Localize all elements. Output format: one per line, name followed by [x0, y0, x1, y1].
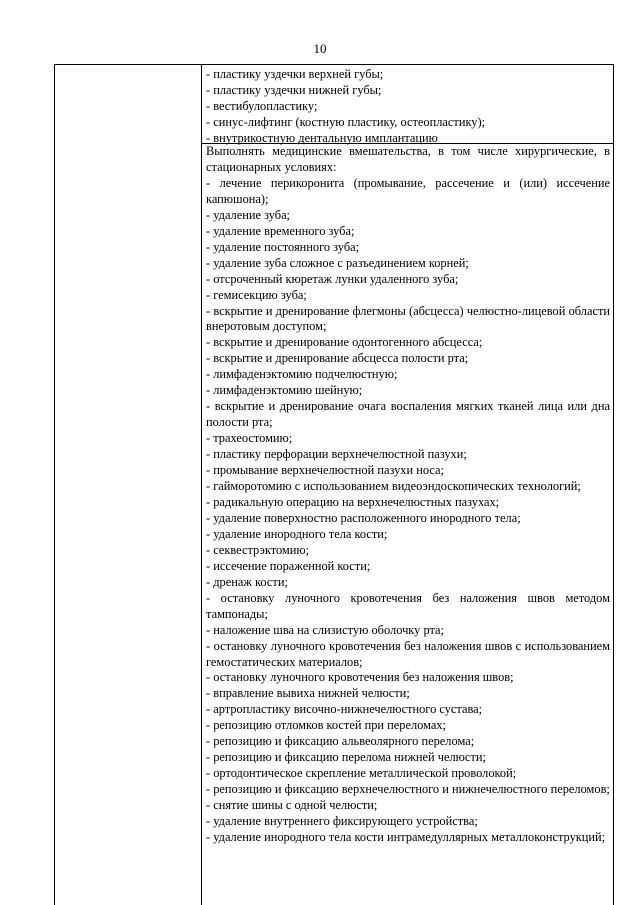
list-item: - вправление вывиха нижней челюсти;	[206, 686, 410, 701]
list-item: - удаление временного зуба;	[206, 223, 355, 238]
list-item: - репозицию и фиксацию альвеолярного перелома;	[206, 734, 475, 749]
list-item: - репозицию отломков костей при переломах;	[206, 718, 446, 733]
list-item: - удаление зуба сложное с разъединением корней;	[206, 255, 469, 270]
list-item: - секвестрэктомию;	[206, 542, 310, 557]
table-cell-procedures-2	[206, 144, 610, 846]
list-item: - вскрытие и дренирование флегмоны (абсцесса) челюстно-лицевой области внеротовым доступом;	[206, 303, 610, 334]
list-item: - вскрытие и дренирование одонтогенного абсцесса;	[206, 335, 483, 350]
list-item: - промывание верхнечелюстной пазухи носа;	[206, 463, 444, 478]
table-cell-procedures-1	[206, 67, 610, 147]
list-item: - лимфаденэктомию шейную;	[206, 383, 363, 398]
list-item: - удаление инородного тела кости интрамедуллярных металлоконструкций;	[206, 829, 606, 844]
list-item: - пластику перфорации верхнечелюстной пазухи;	[206, 447, 467, 462]
list-item: - удаление зуба;	[206, 207, 291, 222]
list-item: - вскрытие и дренирование очага воспаления мягких тканей лица или дна полости рта;	[206, 399, 610, 430]
list-item: - репозицию и фиксацию перелома нижней челюсти;	[206, 750, 486, 765]
list-item: - репозицию и фиксацию верхнечелюстного и нижнечелюстного переломов;	[206, 782, 610, 797]
list-item: - остановку луночного кровотечения без наложения швов с использованием гемостатических материалов;	[206, 638, 610, 669]
list-item: - ортодонтическое скрепление металлической проволокой;	[206, 766, 517, 781]
list-item: - вскрытие и дренирование абсцесса полости рта;	[206, 351, 469, 366]
list-item: - удаление внутреннего фиксирующего устройства;	[206, 814, 478, 829]
list-item: - радикальную операцию на верхнечелюстных пазухах;	[206, 494, 500, 509]
list-item: - остановку луночного кровотечения без наложения швов;	[206, 670, 514, 685]
list-item: - пластику уздечки верхней губы;	[206, 67, 384, 81]
list-item: - лечение перикоронита (промывание, рассечение и (или) иссечение капюшона);	[206, 175, 610, 206]
list-item: - удаление постоянного зуба;	[206, 239, 360, 254]
list-item: - отсроченный кюретаж лунки удаленного зуба;	[206, 271, 459, 286]
list-item: - дренаж кости;	[206, 574, 288, 589]
list-item: - вестибулопластику;	[206, 98, 318, 113]
list-item: - остановку луночного кровотечения без наложения швов методом тампонады;	[206, 590, 610, 621]
list-item: - синус-лифтинг (костную пластику, остеопластику);	[206, 114, 486, 129]
list-item: - наложение шва на слизистую оболочку рта;	[206, 622, 444, 637]
page-number: 10	[313, 41, 327, 56]
list-item: - удаление поверхностно расположенного инородного тела;	[206, 510, 521, 525]
list-item: - гемисекцию зуба;	[206, 287, 307, 302]
list-item: - иссечение пораженной кости;	[206, 558, 371, 573]
list-item: - снятие шины с одной челюсти;	[206, 798, 378, 813]
list-item: - внутрикостную дентальную имплантацию	[206, 130, 438, 145]
list-item: - пластику уздечки нижней губы;	[206, 82, 382, 97]
list-item: - трахеостомию;	[206, 431, 293, 446]
section-heading: Выполнять медицинские вмешательства, в том числе хирургические, в стационарных условиях:	[206, 144, 610, 174]
list-item: - артропластику височно-нижнечелюстного сустава;	[206, 702, 483, 717]
column-divider	[201, 65, 202, 905]
list-item: - удаление инородного тела кости;	[206, 526, 388, 541]
list-item: - гайморотомию с использованием видеоэндоскопических технологий;	[206, 479, 581, 494]
list-item: - лимфаденэктомию подчелюстную;	[206, 367, 398, 382]
requirements-table	[54, 64, 614, 905]
